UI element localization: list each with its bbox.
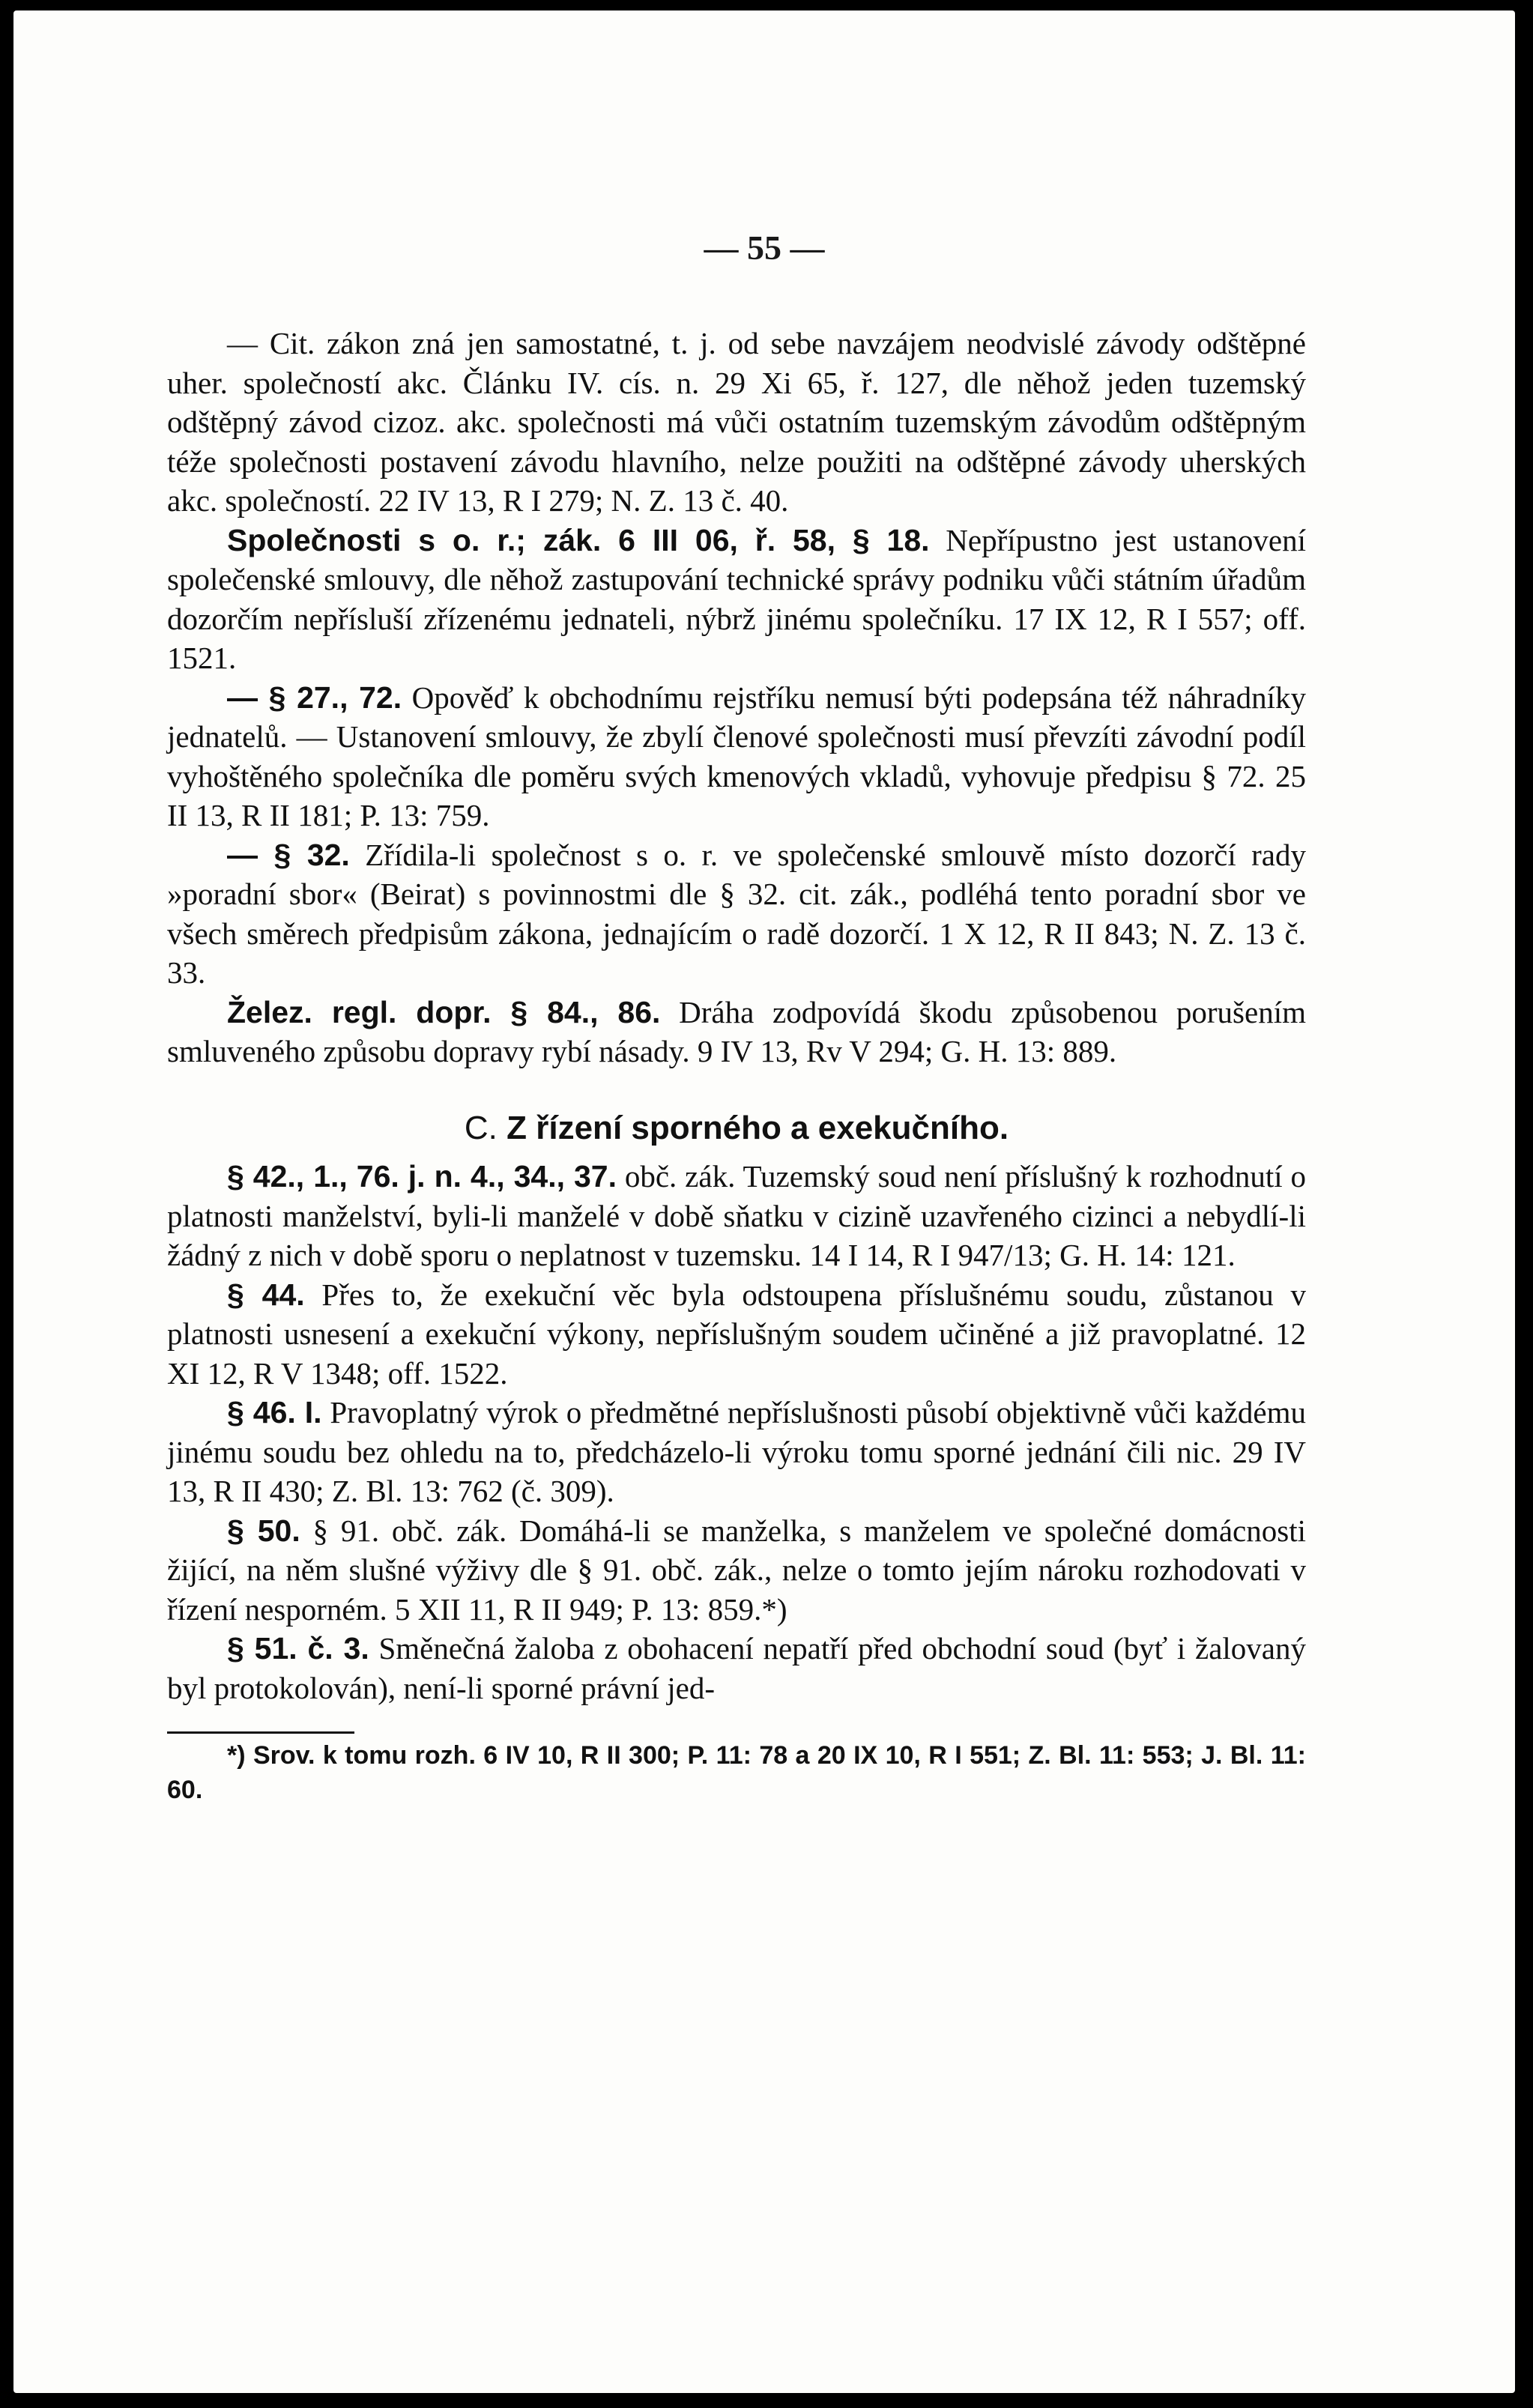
page-number: — 55 — [704, 229, 825, 267]
paragraph-heading: § 50. [227, 1513, 300, 1548]
paragraph-section-42: § 42., 1., 76. j. n. 4., 34., 37. obč. zák. Tuzemský soud není příslušný k rozhodnutí o platnosti manželství, byli-li manželé v době sňatku v cizině uzavřeného cizinci a nebydlí-li žádný z nich v době sporu o neplatnost v tuzemsku. 14 I 14, R I 947/13; G. H. 14: 121. [167, 1159, 1306, 1272]
body-text [167, 324, 1306, 1807]
paragraph-heading: § 46. I. [227, 1395, 322, 1430]
section-letter: C. [464, 1109, 498, 1146]
footnote: *) Srov. k tomu rozh. 6 IV 10, R II 300; P. 11: 78 a 20 IX 10, R I 551; Z. Bl. 11: 553; J. Bl. 11: 60. [167, 1741, 1306, 1804]
paragraph-heading: Společnosti s o. r.; zák. 6 III 06, ř. 58, § 18. [227, 522, 930, 557]
paragraph-section-50: § 50. § 91. obč. zák. Domáhá-li se manželka, s manželem ve společné domácnosti žijící, na něm slušné výživy dle § 91. obč. zák., nelze o tomto jejím nároku rozhodovati v řízení nesporném. 5 XII 11, R II 949; P. 13: 859.*) [167, 1513, 1306, 1627]
paragraph-cit-zakon: — Cit. zákon zná jen samostatné, t. j. od sebe navzájem neodvislé závody odštěpné uher. společností akc. Článku IV. cís. n. 29 Xi 65, ř. 127, dle něhož jeden tuzemský odštěpný závod cizoz. akc. společnosti má vůči ostatním tuzemským závodům odštěpným téže společnosti postavení závodu hlavního, nelze použiti na odštěpné závody uherských akc. společností. 22 IV 13, R I 279; N. Z. 13 č. 40. [167, 326, 1306, 518]
paragraph-section-32: — § 32. Zřídila-li společnost s o. r. ve společenské smlouvě místo dozorčí rady »poradní sbor« (Beirat) s povinnostmi dle § 32. cit. zák., podléhá tento poradní sbor ve všech směrech předpisům zákona, jednajícím o radě dozorčí. 1 X 12, R II 843; N. Z. 13 č. 33. [167, 837, 1306, 990]
paragraph-heading: § 42., 1., 76. j. n. 4., 34., 37. [227, 1159, 617, 1194]
paragraph-section-51: § 51. č. 3. Směnečná žaloba z obohacení nepatří před obchodní soud (byť i žalovaný byl protokolován), není-li sporné právní jed- [167, 1631, 1306, 1705]
footnote-divider [167, 1731, 354, 1734]
section-heading [167, 1109, 1306, 1149]
paragraph-heading: Želez. regl. dopr. § 84., 86. [227, 994, 661, 1029]
paragraph-spolecnosti-s-o-r: Společnosti s o. r.; zák. 6 III 06, ř. 58, § 18. Nepřípustno jest ustanovení společenské smlouvy, dle něhož zastupování technické správy podniku vůči státním úřadům dozorčím nepřísluší zřízenému jednateli, nýbrž jinému společníku. 17 IX 12, R I 557; off. 1521. [167, 522, 1306, 675]
paragraph-section-44: § 44. Přes to, že exekuční věc byla odstoupena příslušnému soudu, zůstanou v platnosti usnesení a exekuční výkony, nepříslušným soudem učiněné a již pravoplatné. 12 XI 12, R V 1348; off. 1522. [167, 1277, 1306, 1391]
paragraph-zelez-regl: Želez. regl. dopr. § 84., 86. Dráha zodpovídá škodu způsobenou porušením smluveného způsobu dopravy rybí násady. 9 IV 13, Rv V 294; G. H. 13: 889. [167, 994, 1306, 1068]
paragraph-heading: — § 32. [227, 837, 350, 872]
paragraph-heading: § 51. č. 3. [227, 1631, 369, 1666]
paragraph-heading: § 44. [227, 1277, 305, 1312]
paragraph-section-27-72: — § 27., 72. Opověď k obchodnímu rejstříku nemusí býti podepsána též náhradníky jednatelů. — Ustanovení smlouvy, že zbylí členové společnosti musí převzíti závodní podíl vyhoštěného společníka dle poměru svých kmenových vkladů, vyhovuje předpisu § 72. 25 II 13, R II 181; P. 13: 759. [167, 680, 1307, 832]
section-title: Z řízení sporného a exekučního. [507, 1109, 1009, 1146]
paragraph-heading: — § 27., 72. [227, 680, 402, 715]
paragraph-section-46: § 46. I. Pravoplatný výrok o předmětné nepříslušnosti působí objektivně vůči každému jinému soudu bez ohledu na to, předcházelo-li výroku tomu sporné jednání čili nic. 29 IV 13, R II 430; Z. Bl. 13: 762 (č. 309). [167, 1395, 1306, 1508]
page [13, 10, 1515, 2393]
